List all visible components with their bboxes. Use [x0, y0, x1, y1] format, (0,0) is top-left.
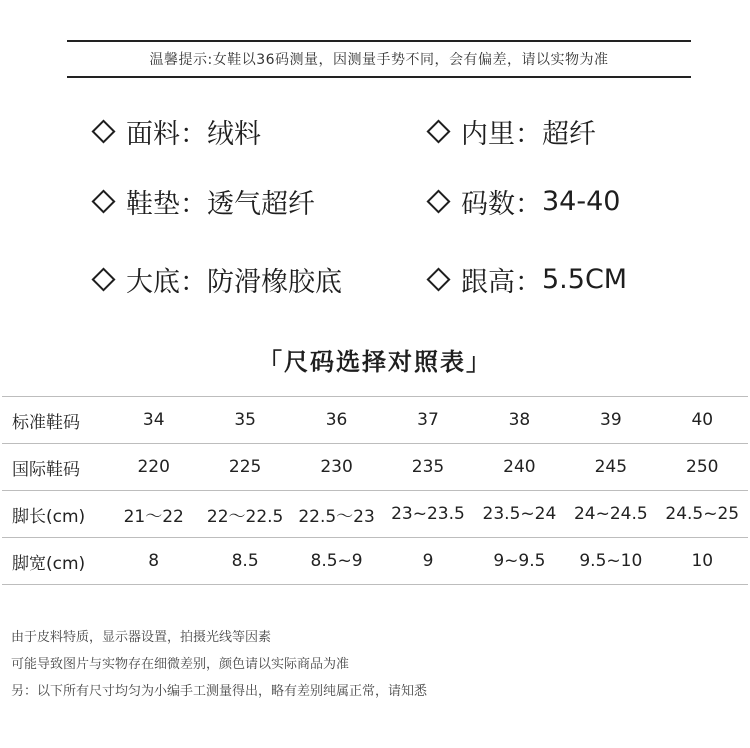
disclaimer-notes: [11, 624, 427, 705]
size-chart-title: 「尺码选择对照表」: [258, 348, 492, 376]
notice-banner: [67, 40, 691, 78]
diamond-icon: [91, 119, 115, 143]
table-cell: 240: [474, 444, 565, 491]
spec-label: 内里：: [461, 119, 542, 150]
table-cell: 38: [474, 397, 565, 444]
table-cell: 39: [565, 397, 656, 444]
spec-value: 绒料: [207, 119, 261, 150]
table-row: [2, 491, 748, 538]
row-header: 国际鞋码: [2, 444, 108, 491]
table-cell: 23.5~24: [474, 491, 565, 538]
table-cell: 245: [565, 444, 656, 491]
size-chart-table: [2, 396, 748, 585]
table-cell: 35: [199, 397, 290, 444]
table-cell: 10: [657, 538, 748, 585]
table-cell: 225: [199, 444, 290, 491]
row-header: 脚宽(cm): [2, 538, 108, 585]
spec-label: 鞋垫：: [126, 189, 207, 220]
table-cell: 220: [108, 444, 199, 491]
table-row: [2, 444, 748, 491]
spec-value: 超纤: [542, 119, 596, 150]
table-cell: 22～22.5: [199, 491, 290, 538]
spec-label: 跟高：: [461, 267, 542, 298]
spec-material: [90, 112, 261, 151]
diamond-icon: [426, 267, 450, 291]
spec-value: 防滑橡胶底: [207, 267, 342, 298]
table-cell: 8: [108, 538, 199, 585]
spec-label: 码数：: [461, 189, 542, 220]
table-cell: 21～22: [108, 491, 199, 538]
table-cell: 37: [382, 397, 473, 444]
spec-size-range: [425, 182, 620, 221]
table-cell: 24.5~25: [657, 491, 748, 538]
table-cell: 250: [657, 444, 748, 491]
row-header: 标准鞋码: [2, 397, 108, 444]
table-row: [2, 397, 748, 444]
diamond-icon: [91, 189, 115, 213]
diamond-icon: [426, 189, 450, 213]
notice-text: 温馨提示:女鞋以36码测量，因测量手势不同，会有偏差，请以实物为准: [149, 52, 609, 68]
note-line: 另：以下所有尺寸均匀为小编手工测量得出，略有差别纯属正常，请知悉: [11, 684, 428, 699]
spec-label: 大底：: [126, 267, 207, 298]
table-cell: 9: [382, 538, 473, 585]
table-cell: 40: [657, 397, 748, 444]
table-cell: 8.5~9: [291, 538, 382, 585]
spec-label: 面料：: [126, 119, 207, 150]
spec-value: 34-40: [542, 186, 621, 217]
note-line: 由于皮料特质，显示器设置，拍摄光线等因素: [11, 630, 272, 645]
table-cell: 34: [108, 397, 199, 444]
table-cell: 235: [382, 444, 473, 491]
table-cell: 8.5: [199, 538, 290, 585]
table-cell: 9.5~10: [565, 538, 656, 585]
table-cell: 24~24.5: [565, 491, 656, 538]
spec-lining: [425, 112, 596, 151]
table-cell: 9~9.5: [474, 538, 565, 585]
diamond-icon: [426, 119, 450, 143]
table-cell: 36: [291, 397, 382, 444]
spec-value: 透气超纤: [207, 189, 315, 220]
table-row: [2, 538, 748, 585]
table-cell: 23~23.5: [382, 491, 473, 538]
spec-heel-height: [425, 260, 627, 299]
table-cell: 22.5～23: [291, 491, 382, 538]
spec-insole: [90, 182, 315, 221]
note-line: 可能导致图片与实物存在细微差别，颜色请以实际商品为准: [11, 657, 350, 672]
table-cell: 230: [291, 444, 382, 491]
spec-value: 5.5CM: [542, 264, 628, 295]
row-header: 脚长(cm): [2, 491, 108, 538]
diamond-icon: [91, 267, 115, 291]
spec-outsole: [90, 260, 342, 299]
